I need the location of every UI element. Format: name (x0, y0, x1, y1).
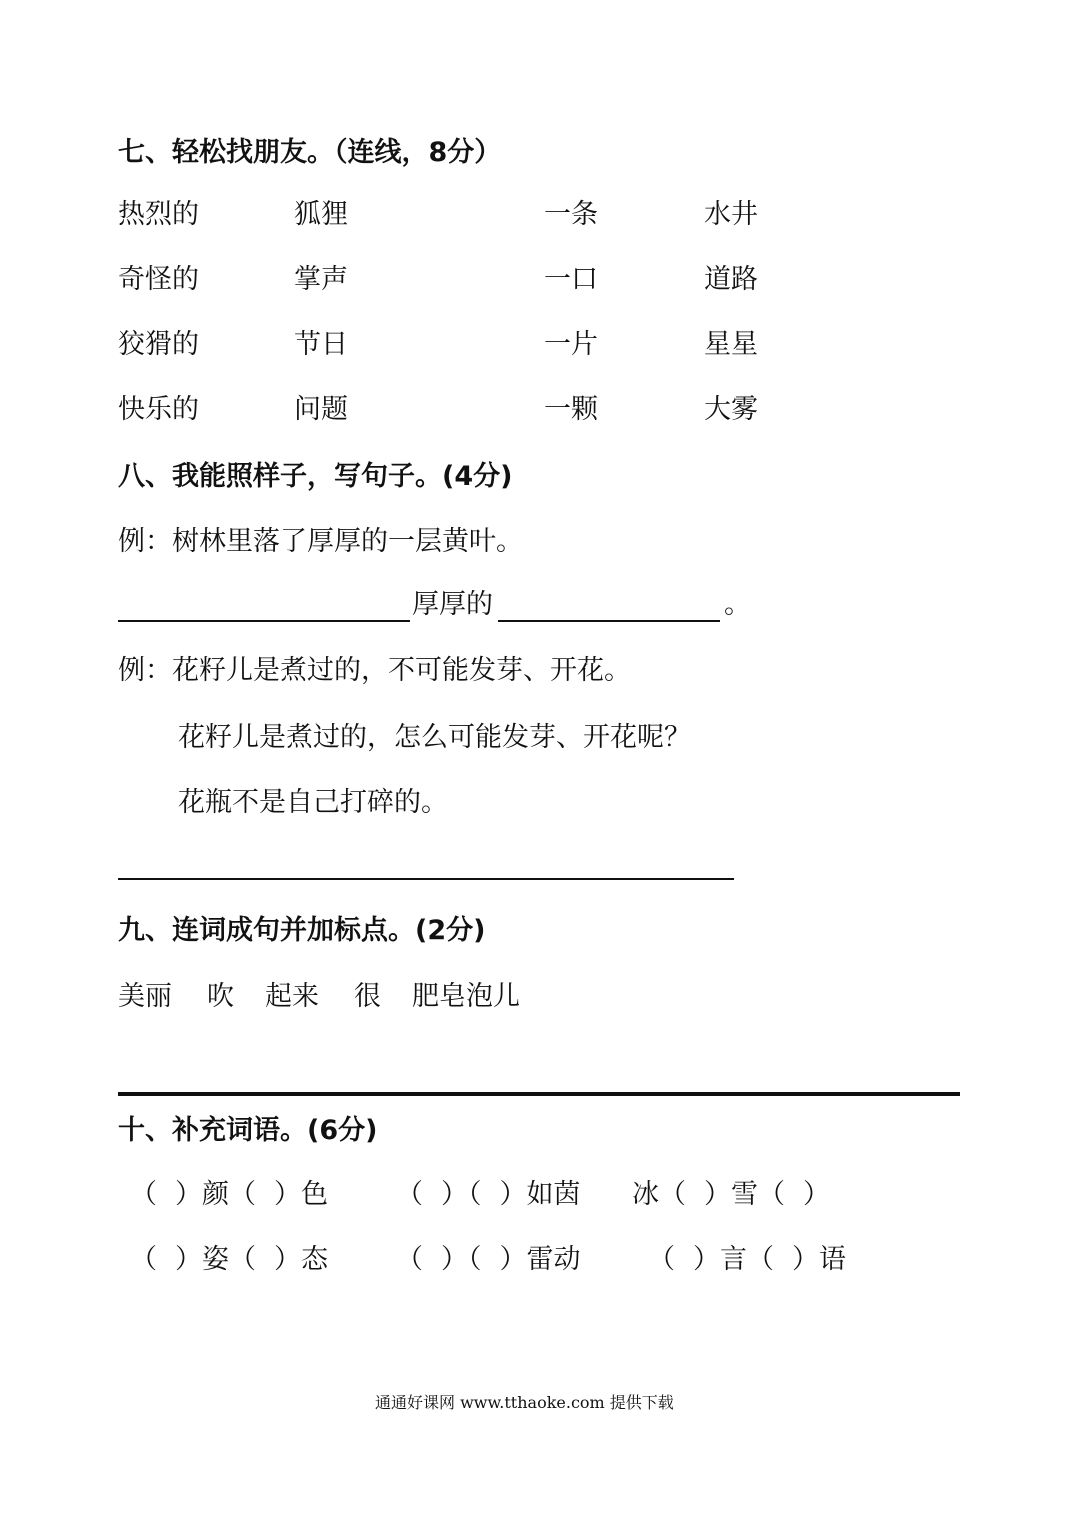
word-card: 起来 (265, 981, 319, 1012)
fill-period: 。 (724, 589, 751, 620)
match-noun: 水井 (704, 199, 758, 230)
match-left-word: 热烈的 (118, 199, 199, 230)
fill-word: 厚厚的 (412, 589, 493, 620)
idiom-part: （ (396, 1244, 423, 1275)
section-7-title: 七、轻松找朋友。（连线，8分） (118, 137, 502, 168)
idiom-blank-group[interactable] (632, 1178, 830, 1212)
match-quantifier: 一条 (544, 199, 598, 230)
footer-credit: 通通好课网 www.tthaoke.com 提供下载 (375, 1393, 674, 1412)
word-card: 很 (354, 981, 381, 1012)
word-card: 吹 (207, 981, 234, 1012)
idiom-part: ）雪（ (704, 1179, 785, 1210)
idiom-part: ）言（ (693, 1244, 774, 1275)
match-noun: 星星 (704, 329, 758, 360)
idiom-part: ）颜（ (175, 1179, 256, 1210)
match-left-word: 快乐的 (118, 394, 199, 425)
idiom-blank-group[interactable] (396, 1243, 581, 1277)
match-quantifier: 一颗 (544, 394, 598, 425)
match-right-word: 节日 (294, 329, 348, 360)
word-card: 美丽 (118, 981, 172, 1012)
example-sentence-2: 例：花籽儿是煮过的，不可能发芽、开花。 (118, 655, 631, 686)
idiom-part: ）（ (441, 1244, 482, 1275)
idiom-part: ）色 (274, 1179, 328, 1210)
idiom-part: ）雷动 (499, 1244, 581, 1275)
match-right-word: 问题 (294, 394, 348, 425)
answer-blank-1[interactable] (118, 620, 410, 622)
idiom-part: （ (648, 1244, 675, 1275)
idiom-blank-group[interactable] (130, 1178, 328, 1212)
idiom-part: ）（ (441, 1179, 482, 1210)
match-left-word: 狡猾的 (118, 329, 199, 360)
idiom-part: （ (130, 1244, 157, 1275)
section-10-title: 十、补充词语。(6分) (118, 1115, 378, 1146)
idiom-part: ）态 (274, 1244, 328, 1275)
task-sentence: 花瓶不是自己打碎的。 (178, 787, 448, 818)
idiom-part: ）如茵 (499, 1179, 581, 1210)
example-sentence-1: 例：树林里落了厚厚的一层黄叶。 (118, 526, 523, 557)
idiom-part: ）语 (792, 1244, 846, 1275)
answer-blank-2[interactable] (498, 620, 720, 622)
match-right-word: 掌声 (294, 264, 348, 295)
idiom-part: （ (130, 1179, 157, 1210)
idiom-blank-group[interactable] (648, 1243, 846, 1277)
idiom-part: ）姿（ (175, 1244, 256, 1275)
idiom-part: ） (803, 1179, 830, 1210)
match-left-word: 奇怪的 (118, 264, 199, 295)
match-noun: 大雾 (704, 394, 758, 425)
match-right-word: 狐狸 (294, 199, 348, 230)
section-8-title: 八、我能照样子，写句子。(4分) (118, 461, 513, 492)
example-sentence-2-rewrite: 花籽儿是煮过的，怎么可能发芽、开花呢？ (178, 722, 691, 753)
match-noun: 道路 (704, 264, 758, 295)
idiom-blank-group[interactable] (396, 1178, 581, 1212)
idiom-blank-group[interactable] (130, 1243, 328, 1277)
idiom-part: （ (396, 1179, 423, 1210)
answer-line-sentence[interactable] (118, 1092, 960, 1096)
word-card: 肥皂泡儿 (412, 981, 520, 1012)
answer-line-rewrite[interactable] (118, 878, 734, 880)
match-quantifier: 一口 (544, 264, 598, 295)
match-quantifier: 一片 (544, 329, 598, 360)
section-9-title: 九、连词成句并加标点。(2分) (118, 915, 486, 946)
idiom-part: 冰（ (632, 1179, 686, 1210)
